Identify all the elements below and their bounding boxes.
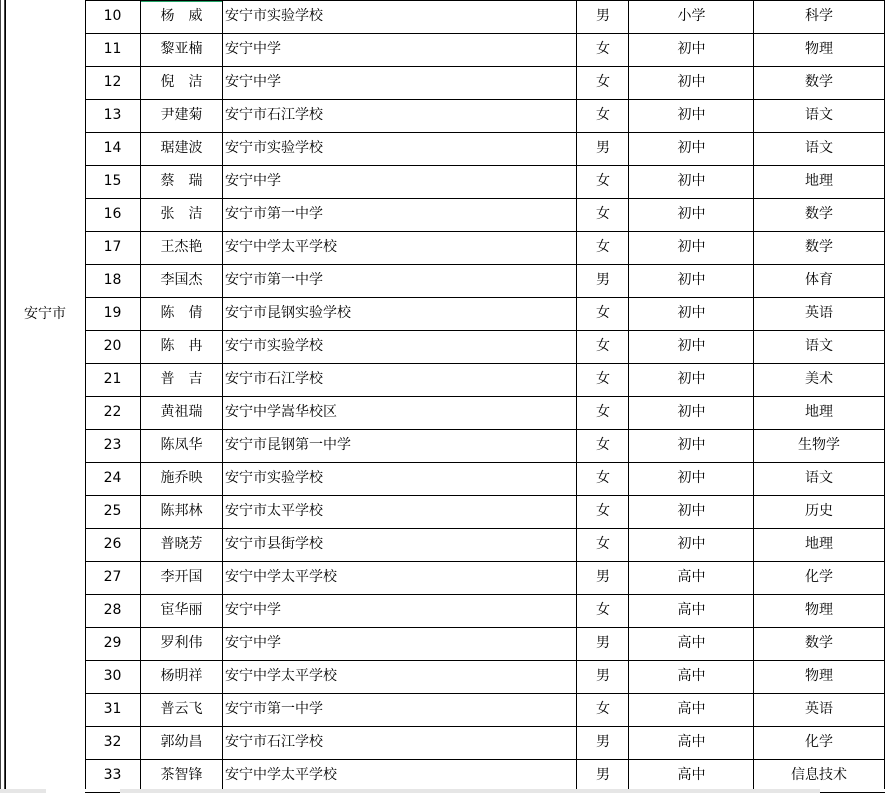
gender-cell[interactable]: 女: [596, 536, 610, 552]
row-number-cell[interactable]: 33: [103, 767, 122, 783]
school-cell[interactable]: 安宁市石江学校: [225, 371, 323, 387]
teacher-name-cell[interactable]: 普云飞: [160, 701, 203, 717]
stage-cell[interactable]: 初中: [677, 107, 706, 123]
stage-cell[interactable]: 高中: [677, 602, 706, 618]
row-number-cell[interactable]: 17: [103, 239, 122, 255]
grid-horizontal-line: [85, 726, 885, 727]
subject-cell[interactable]: 语文: [805, 338, 833, 354]
school-cell[interactable]: 安宁市县街学校: [225, 536, 323, 552]
gender-cell[interactable]: 女: [596, 239, 610, 255]
row-number-cell[interactable]: 18: [103, 272, 122, 288]
school-cell[interactable]: 安宁市昆钢第一中学: [225, 437, 351, 453]
school-cell[interactable]: 安宁市实验学校: [225, 338, 323, 354]
stage-cell[interactable]: 初中: [677, 371, 706, 387]
row-number-cell[interactable]: 24: [103, 470, 122, 486]
stage-cell[interactable]: 小学: [677, 8, 706, 24]
grid-horizontal-line: [85, 66, 885, 67]
gender-cell[interactable]: 女: [596, 173, 610, 189]
stage-cell[interactable]: 初中: [677, 173, 706, 189]
gender-cell[interactable]: 女: [596, 437, 610, 453]
school-cell[interactable]: 安宁市石江学校: [225, 107, 323, 123]
row-number-cell[interactable]: 15: [103, 173, 122, 189]
grid-horizontal-line: [85, 99, 885, 100]
row-number-cell[interactable]: 10: [103, 8, 122, 24]
teacher-name-cell[interactable]: 陈凤华: [160, 437, 203, 453]
region-cell[interactable]: 安宁市: [24, 306, 66, 322]
row-number-cell[interactable]: 21: [103, 371, 122, 387]
grid-horizontal-line: [85, 396, 885, 397]
stage-cell[interactable]: 初中: [677, 536, 706, 552]
subject-cell[interactable]: 物理: [805, 41, 833, 57]
stage-cell[interactable]: 高中: [677, 734, 706, 750]
grid-horizontal-line: [85, 363, 885, 364]
teacher-name-cell[interactable]: 琚建波: [160, 140, 203, 156]
stage-cell[interactable]: 初中: [677, 470, 706, 486]
grid-horizontal-line: [85, 660, 885, 661]
grid-horizontal-line: [85, 33, 885, 34]
subject-cell[interactable]: 数学: [805, 635, 833, 651]
stage-cell[interactable]: 初中: [677, 74, 706, 90]
school-cell[interactable]: 安宁市第一中学: [225, 272, 323, 288]
teacher-name-cell[interactable]: 尹建菊: [160, 107, 203, 123]
gender-cell[interactable]: 女: [596, 404, 610, 420]
subject-cell[interactable]: 数学: [805, 206, 833, 222]
teacher-name-cell[interactable]: 宦华丽: [160, 602, 203, 618]
subject-cell[interactable]: 数学: [805, 239, 833, 255]
grid-horizontal-line: [85, 165, 885, 166]
teacher-name-cell[interactable]: 罗利伟: [160, 635, 203, 651]
school-cell[interactable]: 安宁市第一中学: [225, 701, 323, 717]
school-cell[interactable]: 安宁市实验学校: [225, 8, 323, 24]
subject-cell[interactable]: 地理: [805, 173, 833, 189]
gender-cell[interactable]: 男: [596, 569, 610, 585]
grid-vertical-line: [884, 0, 885, 789]
gender-cell[interactable]: 女: [596, 107, 610, 123]
grid-horizontal-line: [85, 594, 885, 595]
gender-cell[interactable]: 女: [596, 41, 610, 57]
row-number-cell[interactable]: 32: [103, 734, 122, 750]
grid-horizontal-line: [85, 0, 885, 1]
teacher-name-cell[interactable]: 郭幼昌: [160, 734, 203, 750]
stage-cell[interactable]: 初中: [677, 404, 706, 420]
grid-horizontal-line: [85, 627, 885, 628]
row-number-cell[interactable]: 27: [103, 569, 122, 585]
subject-cell[interactable]: 历史: [805, 503, 833, 519]
sheet-edge-line: [0, 0, 1, 789]
subject-cell[interactable]: 物理: [805, 602, 833, 618]
subject-cell[interactable]: 生物学: [798, 437, 840, 453]
row-number-cell[interactable]: 23: [103, 437, 122, 453]
gender-cell[interactable]: 男: [596, 635, 610, 651]
gender-cell[interactable]: 女: [596, 602, 610, 618]
gender-cell[interactable]: 男: [596, 668, 610, 684]
row-number-cell[interactable]: 12: [103, 74, 122, 90]
teacher-name-cell[interactable]: 普 吉: [160, 371, 203, 387]
row-number-cell[interactable]: 30: [103, 668, 122, 684]
subject-cell[interactable]: 科学: [805, 8, 833, 24]
gender-cell[interactable]: 女: [596, 305, 610, 321]
school-cell[interactable]: 安宁中学嵩华校区: [225, 404, 337, 420]
row-number-cell[interactable]: 13: [103, 107, 122, 123]
school-cell[interactable]: 安宁市昆钢实验学校: [225, 305, 351, 321]
subject-cell[interactable]: 信息技术: [791, 767, 847, 783]
row-number-cell[interactable]: 20: [103, 338, 122, 354]
teacher-name-cell[interactable]: 黄祖瑞: [160, 404, 203, 420]
teacher-name-cell[interactable]: 陈 冉: [160, 338, 203, 354]
horizontal-scrollbar[interactable]: [0, 789, 46, 793]
subject-cell[interactable]: 语文: [805, 140, 833, 156]
subject-cell[interactable]: 物理: [805, 668, 833, 684]
school-cell[interactable]: 安宁市太平学校: [225, 503, 323, 519]
subject-cell[interactable]: 英语: [805, 305, 833, 321]
stage-cell[interactable]: 高中: [677, 569, 706, 585]
school-cell[interactable]: 安宁市石江学校: [225, 734, 323, 750]
row-number-cell[interactable]: 22: [103, 404, 122, 420]
grid-horizontal-line: [85, 528, 885, 529]
row-number-cell[interactable]: 14: [103, 140, 122, 156]
subject-cell[interactable]: 体育: [805, 272, 833, 288]
grid-horizontal-line: [85, 231, 885, 232]
row-number-cell[interactable]: 26: [103, 536, 122, 552]
teacher-name-cell[interactable]: 黎亚楠: [160, 41, 203, 57]
grid-vertical-line: [140, 0, 141, 789]
teacher-name-cell[interactable]: 王杰艳: [160, 239, 203, 255]
school-cell[interactable]: 安宁中学太平学校: [225, 569, 337, 585]
gender-cell[interactable]: 男: [596, 272, 610, 288]
gender-cell[interactable]: 男: [596, 734, 610, 750]
gender-cell[interactable]: 女: [596, 338, 610, 354]
subject-cell[interactable]: 地理: [805, 536, 833, 552]
stage-cell[interactable]: 初中: [677, 206, 706, 222]
teacher-name-cell[interactable]: 陈 倩: [160, 305, 203, 321]
stage-cell[interactable]: 初中: [677, 239, 706, 255]
gender-cell[interactable]: 女: [596, 74, 610, 90]
grid-horizontal-line: [85, 429, 885, 430]
school-cell[interactable]: 安宁中学太平学校: [225, 668, 337, 684]
gender-cell[interactable]: 女: [596, 470, 610, 486]
grid-horizontal-line: [85, 462, 885, 463]
teacher-name-cell[interactable]: 杨明祥: [160, 668, 203, 684]
grid-horizontal-line: [85, 495, 885, 496]
gender-cell[interactable]: 男: [596, 8, 610, 24]
school-cell[interactable]: 安宁中学: [225, 635, 281, 651]
gender-cell[interactable]: 男: [596, 767, 610, 783]
teacher-name-cell[interactable]: 李国杰: [160, 272, 203, 288]
row-number-cell[interactable]: 19: [103, 305, 122, 321]
school-cell[interactable]: 安宁中学: [225, 602, 281, 618]
horizontal-scrollbar[interactable]: [120, 789, 820, 793]
stage-cell[interactable]: 初中: [677, 305, 706, 321]
school-cell[interactable]: 安宁中学: [225, 74, 281, 90]
grid-horizontal-line: [85, 693, 885, 694]
teacher-name-cell[interactable]: 张 洁: [160, 206, 203, 222]
grid-vertical-line: [85, 0, 86, 789]
school-cell[interactable]: 安宁中学太平学校: [225, 239, 337, 255]
grid-horizontal-line: [85, 759, 885, 760]
subject-cell[interactable]: 化学: [805, 734, 833, 750]
stage-cell[interactable]: 高中: [677, 635, 706, 651]
school-cell[interactable]: 安宁市实验学校: [225, 140, 323, 156]
row-number-cell[interactable]: 11: [103, 41, 122, 57]
stage-cell[interactable]: 初中: [677, 503, 706, 519]
row-number-cell[interactable]: 28: [103, 602, 122, 618]
subject-cell[interactable]: 美术: [805, 371, 833, 387]
subject-cell[interactable]: 地理: [805, 404, 833, 420]
teacher-name-cell[interactable]: 普晓芳: [160, 536, 203, 552]
teacher-name-cell[interactable]: 李开国: [160, 569, 203, 585]
stage-cell[interactable]: 高中: [677, 668, 706, 684]
subject-cell[interactable]: 化学: [805, 569, 833, 585]
sheet-edge-line: [4, 0, 5, 789]
gender-cell[interactable]: 女: [596, 371, 610, 387]
grid-horizontal-line: [85, 561, 885, 562]
stage-cell[interactable]: 初中: [677, 338, 706, 354]
stage-cell[interactable]: 初中: [677, 272, 706, 288]
teacher-name-cell[interactable]: 杨 威: [160, 8, 203, 24]
school-cell[interactable]: 安宁市第一中学: [225, 206, 323, 222]
subject-cell[interactable]: 语文: [805, 107, 833, 123]
grid-vertical-line: [753, 0, 754, 789]
stage-cell[interactable]: 高中: [677, 767, 706, 783]
subject-cell[interactable]: 英语: [805, 701, 833, 717]
grid-horizontal-line: [85, 330, 885, 331]
row-number-cell[interactable]: 31: [103, 701, 122, 717]
grid-horizontal-line: [85, 132, 885, 133]
gender-cell[interactable]: 女: [596, 503, 610, 519]
stage-cell[interactable]: 初中: [677, 140, 706, 156]
subject-cell[interactable]: 数学: [805, 74, 833, 90]
teacher-name-cell[interactable]: 陈邦林: [160, 503, 203, 519]
grid-horizontal-line: [85, 198, 885, 199]
stage-cell[interactable]: 高中: [677, 701, 706, 717]
teacher-name-cell[interactable]: 施乔映: [160, 470, 203, 486]
school-cell[interactable]: 安宁中学: [225, 173, 281, 189]
stage-cell[interactable]: 初中: [677, 41, 706, 57]
grid-horizontal-line: [85, 297, 885, 298]
gender-cell[interactable]: 女: [596, 701, 610, 717]
teacher-name-cell[interactable]: 蔡 瑞: [160, 173, 203, 189]
grid-vertical-line: [628, 0, 629, 789]
school-cell[interactable]: 安宁中学太平学校: [225, 767, 337, 783]
school-cell[interactable]: 安宁中学: [225, 41, 281, 57]
grid-vertical-line: [5, 0, 6, 789]
gender-cell[interactable]: 男: [596, 140, 610, 156]
subject-cell[interactable]: 语文: [805, 470, 833, 486]
gender-cell[interactable]: 女: [596, 206, 610, 222]
grid-vertical-line: [222, 0, 223, 789]
row-number-cell[interactable]: 25: [103, 503, 122, 519]
stage-cell[interactable]: 初中: [677, 437, 706, 453]
school-cell[interactable]: 安宁市实验学校: [225, 470, 323, 486]
row-number-cell[interactable]: 16: [103, 206, 122, 222]
teacher-name-cell[interactable]: 倪 洁: [160, 74, 203, 90]
row-number-cell[interactable]: 29: [103, 635, 122, 651]
grid-horizontal-line: [85, 264, 885, 265]
teacher-name-cell[interactable]: 茶智锋: [160, 767, 203, 783]
grid-vertical-line: [576, 0, 577, 789]
